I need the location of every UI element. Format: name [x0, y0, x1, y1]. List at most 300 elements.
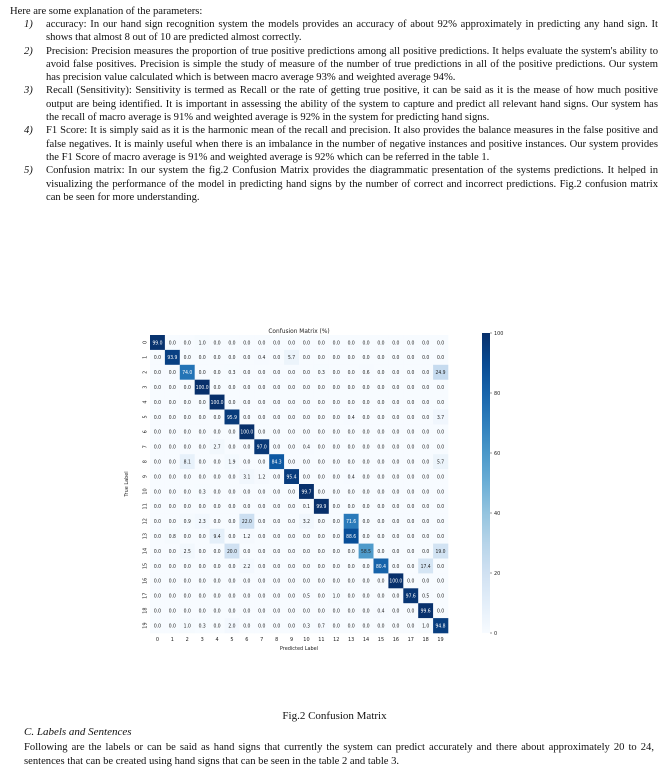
cell-value-label: 80.4	[375, 563, 386, 570]
cell-value-label: 0.0	[332, 548, 340, 555]
cell-value-label: 0.0	[168, 608, 176, 615]
x-tick-label: 16	[392, 637, 399, 643]
cell-value-label: 0.0	[362, 563, 370, 570]
cell-value-label: 0.0	[407, 519, 415, 526]
cell-value-label: 0.0	[273, 563, 281, 570]
cell-value-label: 0.0	[407, 474, 415, 481]
cell-value-label: 0.0	[198, 414, 206, 421]
cell-value-label: 99.7	[301, 489, 312, 496]
cell-value-label: 0.0	[436, 429, 445, 436]
cell-value-label: 0.0	[258, 384, 266, 391]
cell-value-label: 0.0	[258, 370, 266, 377]
cell-value-label: 0.0	[153, 533, 162, 540]
cell-value-label: 0.0	[198, 444, 206, 451]
cell-value-label: 0.0	[347, 578, 355, 585]
cell-value-label: 0.0	[287, 519, 296, 526]
figure-caption: Fig.2 Confusion Matrix	[282, 710, 387, 722]
cell-value-label: 0.0	[287, 504, 296, 511]
cell-value-label: 0.0	[347, 459, 355, 466]
x-tick-label: 13	[348, 637, 355, 643]
cell-value-label: 0.0	[377, 414, 385, 421]
cell-value-label: 1.0	[422, 623, 430, 630]
x-tick-label: 11	[318, 637, 325, 643]
cell-value-label: 0.0	[183, 578, 191, 585]
y-tick-label: 3	[142, 385, 149, 389]
cell-value-label: 0.0	[183, 399, 191, 406]
cell-value-label: 5.7	[436, 459, 445, 466]
cell-value-label: 0.0	[287, 444, 296, 451]
cell-value-label: 0.0	[362, 519, 370, 526]
cell-value-label: 0.0	[213, 474, 221, 481]
cell-value-label: 0.0	[317, 444, 325, 451]
item-number: 2)	[24, 45, 33, 57]
cell-value-label: 0.0	[377, 474, 385, 481]
cell-value-label: 0.0	[302, 370, 311, 377]
cell-value-label: 0.0	[213, 623, 221, 630]
y-tick-label: 14	[142, 547, 149, 555]
cell-value-label: 94.8	[435, 623, 446, 630]
cell-value-label: 0.0	[258, 593, 266, 600]
cell-value-label: 0.0	[422, 414, 430, 421]
cell-value-label: 0.0	[153, 444, 162, 451]
x-tick-label: 15	[377, 637, 385, 643]
cell-value-label: 0.0	[273, 489, 281, 496]
cell-value-label: 0.0	[302, 563, 311, 570]
cell-value-label: 0.0	[332, 355, 340, 362]
y-tick-label: 2	[142, 370, 149, 374]
cell-value-label: 0.4	[302, 444, 311, 451]
parameter-item	[10, 84, 658, 124]
cell-value-label: 0.0	[377, 504, 385, 511]
cell-value-label: 0.0	[302, 399, 311, 406]
cell-value-label: 0.0	[153, 384, 162, 391]
cell-value-label: 0.0	[317, 429, 325, 436]
cell-value-label: 0.0	[183, 563, 191, 570]
cell-value-label: 0.0	[332, 504, 340, 511]
cell-value-label: 0.0	[422, 370, 430, 377]
cell-value-label: 0.0	[168, 459, 176, 466]
cell-value-label: 0.0	[198, 548, 206, 555]
cell-value-label: 17.4	[420, 563, 431, 570]
x-tick-label: 12	[333, 637, 340, 643]
item-text: Confusion matrix: In our system the fig.2 Confusion Matrix provides the diagrammatic presentation of the systems predictions. It helped in visualizing the performance of the model in predicting hand signs by the number of correct and incorrect predictions. Fig.2 confusion matrix can be seen for more understanding.	[46, 165, 658, 203]
cell-value-label: 0.0	[243, 399, 251, 406]
cell-value-label: 0.0	[258, 623, 266, 630]
cell-value-label: 0.0	[228, 399, 236, 406]
confusion-matrix-figure	[120, 323, 502, 693]
cell-value-label: 0.0	[243, 459, 251, 466]
cell-value-label: 0.0	[392, 384, 400, 391]
cell-value-label: 0.0	[407, 548, 415, 555]
cell-value-label: 0.4	[347, 414, 355, 421]
cell-value-label: 0.0	[407, 444, 415, 451]
cell-value-label: 0.0	[436, 384, 445, 391]
cell-value-label: 0.0	[377, 548, 385, 555]
cell-value-label: 0.0	[287, 399, 296, 406]
cell-value-label: 0.0	[436, 533, 445, 540]
cell-value-label: 0.0	[168, 593, 176, 600]
cell-value-label: 0.0	[302, 384, 311, 391]
cell-value-label: 0.0	[317, 578, 325, 585]
cell-value-label: 0.0	[228, 340, 236, 347]
cell-value-label: 0.0	[153, 578, 162, 585]
cell-value-label: 0.0	[228, 489, 236, 496]
colorbar-tick-label: 80	[494, 391, 501, 397]
cell-value-label: 0.3	[228, 370, 236, 377]
cell-value-label: 0.0	[287, 429, 296, 436]
cell-value-label: 0.0	[228, 533, 236, 540]
cell-value-label: 0.0	[377, 459, 385, 466]
cell-value-label: 0.0	[392, 593, 400, 600]
cell-value-label: 0.0	[153, 608, 162, 615]
cell-value-label: 0.0	[302, 548, 311, 555]
cell-value-label: 0.0	[377, 623, 385, 630]
cell-value-label: 0.0	[153, 489, 162, 496]
cell-value-label: 2.3	[198, 519, 206, 526]
cell-value-label: 0.0	[213, 563, 221, 570]
x-tick-label: 2	[185, 637, 189, 643]
cell-value-label: 0.0	[332, 384, 340, 391]
cell-value-label: 0.0	[302, 608, 311, 615]
y-tick-label: 9	[142, 474, 149, 479]
cell-value-label: 0.0	[347, 370, 355, 377]
cell-value-label: 0.0	[332, 474, 340, 481]
cell-value-label: 95.9	[226, 414, 237, 421]
cell-value-label: 0.0	[287, 593, 296, 600]
cell-value-label: 0.0	[153, 429, 162, 436]
cell-value-label: 0.0	[273, 474, 281, 481]
cell-value-label: 0.0	[213, 504, 221, 511]
cell-value-label: 0.0	[317, 489, 325, 496]
cell-value-label: 0.0	[213, 459, 221, 466]
colorbar-tick-label: 20	[494, 571, 501, 577]
cell-value-label: 0.0	[436, 355, 445, 362]
cell-value-label: 0.0	[273, 533, 281, 540]
cell-value-label: 0.0	[392, 459, 400, 466]
cell-value-label: 0.0	[287, 533, 296, 540]
cell-value-label: 0.0	[377, 444, 385, 451]
cell-value-label: 0.0	[273, 608, 281, 615]
cell-value-label: 1.0	[332, 593, 340, 600]
cell-value-label: 0.0	[243, 593, 251, 600]
cell-value-label: 0.0	[422, 429, 430, 436]
cell-value-label: 2.0	[228, 623, 236, 630]
cell-value-label: 97.6	[405, 593, 416, 600]
cell-value-label: 88.6	[346, 533, 357, 540]
cell-value-label: 0.0	[362, 414, 370, 421]
item-text: Recall (Sensitivity): Sensitivity is termed as Recall or the rate of getting true positive, it can be said as it is the mease of how much positive output are being identified. It is important in assessing the ability of the system to capture and predict all relevant hand signs. Our system has the recall of macro average is 91% and weighted average is 92% in the system for predicting hand signs.	[46, 85, 658, 124]
cell-value-label: 0.0	[213, 384, 221, 391]
cell-value-label: 0.0	[287, 489, 296, 496]
cell-value-label: 0.0	[332, 608, 340, 615]
cell-value-label: 0.0	[153, 355, 162, 362]
cell-value-label: 0.0	[287, 623, 296, 630]
section-paragraph: Following are the labels or can be said as hand signs that currently the system can predict accurately and there about approximately 20 to 24, sentences that can be created using hand signs that can be seen in the table 2 and table 3.	[24, 742, 654, 767]
y-tick-label: 17	[142, 592, 149, 599]
cell-value-label: 0.0	[362, 399, 370, 406]
cell-value-label: 0.0	[407, 399, 415, 406]
cell-value-label: 0.0	[213, 489, 221, 496]
cell-value-label: 0.0	[258, 340, 266, 347]
x-axis-label: Predicted Label	[279, 646, 319, 652]
cell-value-label: 0.0	[436, 504, 445, 511]
cell-value-label: 0.0	[287, 548, 296, 555]
x-tick-label: 19	[437, 637, 444, 643]
cell-value-label: 0.0	[407, 489, 415, 496]
cell-value-label: 0.3	[198, 489, 206, 496]
y-tick-label: 12	[142, 518, 149, 525]
cell-value-label: 0.0	[317, 399, 325, 406]
cell-value-label: 0.0	[243, 414, 251, 421]
cell-value-label: 99.6	[420, 608, 431, 615]
cell-value-label: 74.0	[182, 370, 193, 377]
cell-value-label: 0.0	[377, 429, 385, 436]
cell-value-label: 0.0	[407, 459, 415, 466]
cell-value-label: 99.0	[152, 340, 163, 347]
cell-value-label: 0.0	[302, 355, 311, 362]
cell-value-label: 0.0	[347, 608, 355, 615]
cell-value-label: 0.0	[317, 384, 325, 391]
cell-value-label: 0.0	[168, 489, 176, 496]
colorbar-tick-label: 60	[494, 451, 501, 457]
cell-value-label: 0.0	[392, 519, 400, 526]
y-tick-label: 15	[142, 562, 149, 570]
cell-value-label: 0.0	[302, 459, 311, 466]
cell-value-label: 0.0	[347, 504, 355, 511]
cell-value-label: 0.0	[228, 474, 236, 481]
cell-value-label: 0.0	[377, 340, 385, 347]
cell-value-label: 0.4	[258, 355, 266, 362]
cell-value-label: 0.1	[302, 504, 311, 511]
cell-value-label: 0.0	[258, 399, 266, 406]
cell-value-label: 0.0	[228, 504, 236, 511]
cell-value-label: 0.0	[302, 533, 311, 540]
y-tick-label: 16	[142, 577, 149, 584]
cell-value-label: 0.0	[436, 593, 445, 600]
cell-value-label: 0.0	[422, 474, 430, 481]
y-tick-label: 8	[142, 460, 149, 464]
cell-value-label: 0.0	[243, 355, 251, 362]
cell-value-label: 0.0	[302, 340, 311, 347]
cell-value-label: 0.3	[302, 623, 311, 630]
cell-value-label: 0.0	[273, 578, 281, 585]
y-tick-label: 18	[142, 607, 149, 614]
cell-value-label: 100.0	[389, 578, 403, 585]
cell-value-label: 0.0	[168, 474, 176, 481]
cell-value-label: 0.0	[273, 593, 281, 600]
cell-value-label: 0.0	[168, 578, 176, 585]
cell-value-label: 0.0	[213, 370, 221, 377]
y-tick-label: 0	[142, 340, 149, 345]
cell-value-label: 0.0	[362, 340, 370, 347]
cell-value-label: 0.0	[258, 459, 266, 466]
cell-value-label: 0.0	[228, 444, 236, 451]
cell-value-label: 0.0	[228, 519, 236, 526]
cell-value-label: 0.0	[273, 623, 281, 630]
cell-value-label: 0.0	[183, 384, 191, 391]
cell-value-label: 0.0	[243, 444, 251, 451]
cell-value-label: 3.7	[436, 414, 445, 421]
cell-value-label: 0.0	[392, 340, 400, 347]
cell-value-label: 0.0	[287, 370, 296, 377]
cell-value-label: 0.0	[273, 355, 281, 362]
x-tick-label: 17	[407, 637, 414, 643]
x-tick-label: 0	[155, 637, 160, 643]
cell-value-label: 0.0	[198, 355, 206, 362]
cell-value-label: 0.0	[287, 608, 296, 615]
cell-value-label: 0.0	[392, 444, 400, 451]
cell-value-label: 0.0	[302, 414, 311, 421]
cell-value-label: 0.0	[273, 340, 281, 347]
cell-value-label: 0.0	[198, 370, 206, 377]
cell-value-label: 0.0	[258, 489, 266, 496]
cell-value-label: 0.0	[153, 563, 162, 570]
x-tick-label: 3	[200, 637, 204, 643]
cell-value-label: 0.0	[243, 370, 251, 377]
cell-value-label: 0.0	[347, 444, 355, 451]
y-tick-label: 4	[142, 400, 149, 404]
cell-value-label: 0.0	[287, 414, 296, 421]
cell-value-label: 0.0	[302, 578, 311, 585]
cell-value-label: 0.0	[377, 533, 385, 540]
cell-value-label: 0.0	[243, 578, 251, 585]
cell-value-label: 20.0	[226, 548, 237, 555]
item-number: 5)	[24, 165, 33, 177]
cell-value-label: 0.0	[302, 429, 311, 436]
cell-value-label: 0.0	[198, 593, 206, 600]
cell-value-label: 97.0	[256, 444, 267, 451]
cell-value-label: 0.0	[273, 370, 281, 377]
cell-value-label: 0.0	[183, 504, 191, 511]
cell-value-label: 0.0	[228, 384, 236, 391]
y-tick-label: 7	[142, 445, 149, 449]
cell-value-label: 0.0	[362, 608, 370, 615]
cell-value-label: 0.0	[332, 399, 340, 406]
cell-value-label: 0.0	[436, 399, 445, 406]
x-tick-label: 7	[260, 637, 264, 643]
cell-value-label: 0.0	[228, 608, 236, 615]
cell-value-label: 0.0	[407, 355, 415, 362]
cell-value-label: 0.6	[362, 370, 370, 377]
cell-value-label: 0.0	[258, 414, 266, 421]
cell-value-label: 0.0	[347, 623, 355, 630]
cell-value-label: 0.0	[168, 563, 176, 570]
cell-value-label: 0.0	[317, 563, 325, 570]
cell-value-label: 0.0	[332, 623, 340, 630]
cell-value-label: 0.0	[183, 533, 191, 540]
cell-value-label: 0.8	[168, 533, 176, 540]
cell-value-label: 0.0	[362, 593, 370, 600]
colorbar	[482, 333, 490, 633]
cell-value-label: 0.0	[332, 459, 340, 466]
cell-value-label: 0.0	[392, 429, 400, 436]
cell-value-label: 0.0	[332, 340, 340, 347]
x-tick-label: 18	[422, 637, 429, 643]
chart-title: Confusion Matrix (%)	[268, 327, 330, 335]
cell-value-label: 0.0	[436, 474, 445, 481]
cell-value-label: 0.0	[347, 563, 355, 570]
colorbar-tick-label: 0	[494, 631, 498, 637]
cell-value-label: 0.0	[392, 623, 400, 630]
cell-value-label: 71.6	[346, 519, 357, 526]
y-tick-label: 6	[142, 430, 149, 434]
y-tick-label: 10	[142, 488, 149, 495]
cell-value-label: 0.0	[422, 548, 430, 555]
cell-value-label: 0.0	[407, 504, 415, 511]
parameter-list	[10, 18, 658, 204]
cell-value-label: 0.0	[436, 578, 445, 585]
cell-value-label: 0.0	[392, 399, 400, 406]
cell-value-label: 19.0	[435, 548, 446, 555]
cell-value-label: 0.0	[377, 384, 385, 391]
cell-value-label: 0.0	[392, 370, 400, 377]
cell-value-label: 1.2	[243, 533, 251, 540]
cell-value-label: 1.0	[198, 340, 206, 347]
cell-value-label: 0.0	[243, 608, 251, 615]
colorbar-tick-label: 40	[494, 511, 501, 517]
cell-value-label: 3.1	[243, 474, 251, 481]
cell-value-label: 0.0	[317, 340, 325, 347]
cell-value-label: 0.0	[362, 429, 370, 436]
cell-value-label: 95.4	[286, 474, 297, 481]
y-tick-label: 13	[142, 533, 149, 540]
cell-value-label: 0.0	[362, 533, 370, 540]
cell-value-label: 0.0	[273, 384, 281, 391]
item-number: 1)	[24, 19, 33, 30]
item-text: Precision: Precision measures the proportion of true positive predictions among all positive predictions. It helps evaluate the system's ability to avoid false positives. Precision is simple the study of measure of the number of true predictions in all of the positive predictions. Our system has precision value calculated which is between macro average 93% and weighted average 94%.	[46, 45, 658, 84]
cell-value-label: 0.0	[422, 504, 430, 511]
cell-value-label: 0.0	[407, 370, 415, 377]
cell-value-label: 0.0	[392, 355, 400, 362]
cell-value-label: 0.0	[347, 384, 355, 391]
colorbar-tick-label: 100	[494, 331, 504, 337]
cell-value-label: 3.2	[302, 519, 311, 526]
cell-value-label: 0.0	[183, 444, 191, 451]
cell-value-label: 0.0	[287, 384, 296, 391]
cell-value-label: 0.0	[168, 623, 176, 630]
cell-value-label: 0.0	[317, 533, 325, 540]
cell-value-label: 0.0	[153, 519, 162, 526]
cell-value-label: 0.0	[362, 384, 370, 391]
cell-value-label: 0.0	[243, 340, 251, 347]
cell-value-label: 0.0	[243, 548, 251, 555]
cell-value-label: 0.0	[198, 563, 206, 570]
cell-value-label: 0.0	[436, 608, 445, 615]
cell-value-label: 0.0	[168, 384, 176, 391]
cell-value-label: 0.0	[273, 429, 281, 436]
cell-value-label: 0.0	[228, 429, 236, 436]
cell-value-label: 0.5	[422, 593, 430, 600]
parameter-item	[10, 124, 658, 164]
cell-value-label: 0.0	[317, 459, 325, 466]
cell-value-label: 0.0	[362, 355, 370, 362]
item-text: accuracy: In our hand sign recognition system the models provides an accuracy of about 92% approximately in predicting any hand sign. It shows that almost 8 out of 10 are predicted almost correctly.	[46, 19, 658, 44]
cell-value-label: 0.0	[168, 548, 176, 555]
cell-value-label: 0.0	[436, 489, 445, 496]
cell-value-label: 0.0	[168, 414, 176, 421]
cell-value-label: 0.0	[183, 608, 191, 615]
cell-value-label: 0.0	[213, 429, 221, 436]
cell-value-label: 100.0	[240, 429, 254, 436]
x-tick-label: 9	[289, 637, 294, 643]
cell-value-label: 0.0	[332, 519, 340, 526]
x-tick-label: 4	[215, 637, 219, 643]
cell-value-label: 0.0	[422, 578, 430, 585]
cell-value-label: 0.0	[407, 563, 415, 570]
cell-value-label: 0.0	[407, 533, 415, 540]
cell-value-label: 0.0	[377, 593, 385, 600]
cell-value-label: 0.0	[168, 399, 176, 406]
